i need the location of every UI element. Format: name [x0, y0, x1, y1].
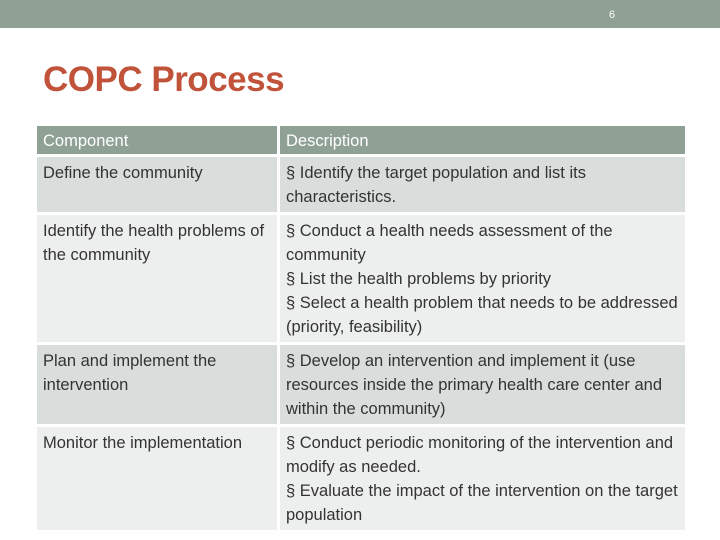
description-cell	[277, 342, 685, 424]
table-row	[37, 212, 685, 342]
description-cell	[277, 212, 685, 342]
slide-title: COPC Process	[43, 60, 285, 99]
description-bullet: § Evaluate the impact of the intervention on the target population	[286, 482, 678, 524]
table-header-row	[37, 126, 685, 154]
column-header-component: Component	[37, 126, 277, 154]
component-cell: Plan and implement the intervention	[37, 342, 277, 424]
description-bullet: § List the health problems by priority	[286, 270, 552, 288]
copc-table	[37, 126, 685, 530]
top-bar	[0, 0, 720, 28]
description-bullet: § Conduct periodic monitoring of the intervention and modify as needed.	[286, 434, 674, 476]
component-cell: Monitor the implementation	[37, 424, 277, 530]
component-cell: Define the community	[37, 154, 277, 212]
description-cell	[277, 424, 685, 530]
table-row	[37, 424, 685, 530]
component-cell: Identify the health problems of the community	[37, 212, 277, 342]
description-bullet: § Develop an intervention and implement it (use resources inside the primary health care center and within the community)	[286, 352, 663, 418]
table-row	[37, 342, 685, 424]
description-bullet: § Identify the target population and list its characteristics.	[286, 164, 586, 206]
description-cell	[277, 154, 685, 212]
column-header-description: Description	[277, 126, 685, 154]
slide-number: 6	[608, 9, 616, 21]
table-row	[37, 154, 685, 212]
description-bullet: § Select a health problem that needs to be addressed (priority, feasibility)	[286, 294, 678, 336]
description-bullet: § Conduct a health needs assessment of the community	[286, 222, 613, 264]
